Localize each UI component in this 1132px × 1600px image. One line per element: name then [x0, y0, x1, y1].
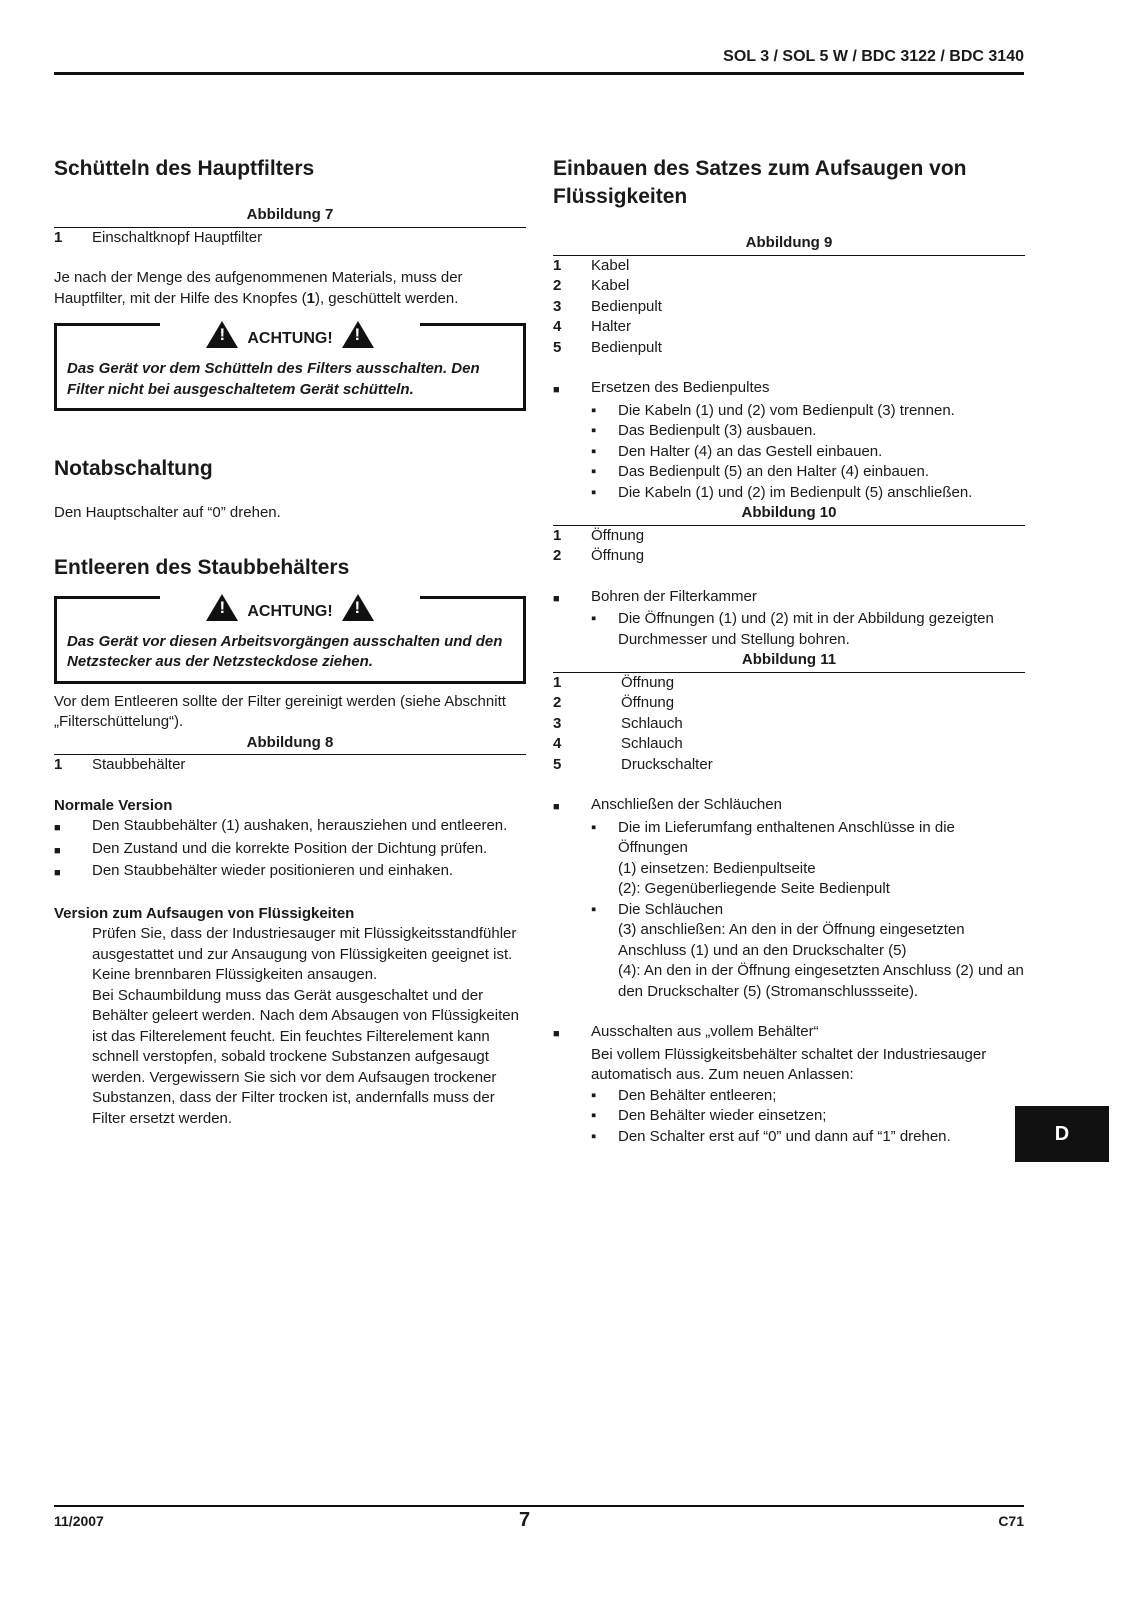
header-title: SOL 3 / SOL 5 W / BDC 3122 / BDC 3140	[723, 48, 1024, 65]
figure-caption-8: Abbildung 8	[54, 733, 526, 756]
warning-label: ACHTUNG!	[247, 330, 333, 347]
section-title-liquid-kit: Einbauen des Satzes zum Aufsaugen von Flüssigkeiten	[553, 157, 967, 208]
warning-text: Das Gerät vor dem Schütteln des Filters ausschalten. Den Filter nicht bei ausgeschaltetem Gerät schütteln.	[67, 360, 480, 398]
list-item: ■ Ausschalten aus „vollem Behälter“	[553, 1023, 819, 1040]
warning-box	[54, 596, 526, 684]
figure-caption-11: Abbildung 11	[553, 650, 1025, 673]
sub-list-item: ▪ Die Kabeln (1) und (2) vom Bedienpult (3) trennen.	[591, 401, 955, 419]
page-number: 7	[519, 1509, 531, 1531]
section-title-filter-shake: Schütteln des Hauptfilters	[54, 157, 315, 180]
figure-caption-7: Abbildung 7	[54, 205, 526, 228]
empty-container-text: Vor dem Entleeren sollte der Filter gereinigt werden (siehe Abschnitt „Filterschüttelung“).	[54, 692, 506, 730]
page-header	[54, 48, 1024, 75]
legend-item: 4 Schlauch	[553, 735, 683, 752]
list-item-text: Bei vollem Flüssigkeitsbehälter schaltet der Industriesauger automatisch aus. Zum neuen Anlassen:	[591, 1045, 987, 1083]
sub-list-item: ▪ Den Behälter wieder einsetzen;	[591, 1107, 827, 1124]
legend-item	[54, 228, 526, 249]
list-item: ■ Den Staubbehälter wieder positionieren und einhaken.	[54, 862, 454, 879]
legend-number: 1	[54, 228, 63, 246]
figure-caption-10: Abbildung 10	[553, 503, 1025, 526]
warning-icon	[206, 594, 238, 621]
right-column	[553, 155, 1025, 1147]
liquid-paragraph: Keine brennbaren Flüssigkeiten ansaugen.	[92, 966, 378, 983]
sub-list-continuation: (2): Gegenüberliegende Seite Bedienpult	[618, 880, 890, 897]
legend-text: Staubbehälter	[92, 756, 186, 773]
warning-icon	[206, 321, 238, 348]
legend-item: 2 Öffnung	[553, 694, 675, 711]
warning-icon	[342, 321, 374, 348]
left-column	[54, 155, 526, 1129]
subsection-title-normal: Normale Version	[54, 796, 173, 814]
page-footer	[54, 1505, 1024, 1547]
legend-item: 5 Bedienpult	[553, 338, 662, 356]
legend-item: 2 Kabel	[553, 277, 630, 294]
list-item: ■ Den Zustand und die korrekte Position der Dichtung prüfen.	[54, 839, 488, 857]
legend-text: Einschaltknopf Hauptfilter	[92, 228, 263, 246]
sub-list-continuation: (1) einsetzen: Bedienpultseite	[618, 859, 816, 877]
list-item: ■ Anschließen der Schläuchen	[553, 796, 782, 813]
sub-list-continuation: (4): An den in der Öffnung eingesetzten Anschluss (2) und an den Druckschalter (5) (Stromanschlussseite).	[618, 962, 1024, 1000]
sub-list-item: ▪ Die Schläuchen	[591, 900, 724, 918]
legend-item: 2 Öffnung	[553, 547, 645, 564]
subsection-title-liquid: Version zum Aufsaugen von Flüssigkeiten	[54, 904, 355, 922]
sub-list-item: ▪ Die im Lieferumfang enthaltenen Anschlüsse in die Öffnungen	[591, 818, 955, 856]
footer-date: 11/2007	[54, 1513, 104, 1529]
list-item: ■ Den Staubbehälter (1) aushaken, herausziehen und entleeren.	[54, 817, 508, 834]
filter-shake-text: Je nach der Menge des aufgenommenen Materials, muss der Hauptfilter, mit der Hilfe des Knopfes (1), geschüttelt werden.	[54, 269, 463, 307]
list-item: ■ Ersetzen des Bedienpultes	[553, 379, 770, 396]
legend-number: 1	[54, 756, 63, 773]
section-title-empty-container: Entleeren des Staubbehälters	[54, 555, 350, 579]
language-tab: D	[1015, 1106, 1109, 1162]
sub-list-item: ▪ Das Bedienpult (5) an den Halter (4) einbauen.	[591, 463, 930, 480]
sub-list-item: ▪ Das Bedienpult (3) ausbauen.	[591, 422, 817, 439]
warning-icon	[342, 594, 374, 621]
sub-list-item: ▪ Den Behälter entleeren;	[591, 1086, 777, 1104]
list-item: ■ Bohren der Filterkammer	[553, 587, 757, 605]
sub-list-item: ▪ Die Kabeln (1) und (2) im Bedienpult (5) anschließen.	[591, 483, 973, 501]
legend-item	[54, 755, 526, 776]
warning-box	[54, 323, 526, 411]
liquid-paragraph: Bei Schaumbildung muss das Gerät ausgeschaltet und der Behälter geleert werden. Nach dem Absaugen von Flüssigkeiten ist das Filterelement feucht. Ein feuchtes Filterelement kann schnell verstopfen, sobald trockene Substanzen aufgesaugt werden. Vergewissern Sie sich vor dem Aufsaugen trockener Substanzen, dass der Filter trocken ist, andernfalls muss der Filter ersetzt werden.	[92, 986, 519, 1127]
warning-label: ACHTUNG!	[247, 602, 333, 620]
sub-list-item: ▪ Den Schalter erst auf “0” und dann auf “1” drehen.	[591, 1127, 951, 1145]
legend-item: 1 Öffnung	[553, 673, 675, 691]
liquid-paragraph: Prüfen Sie, dass der Industriesauger mit Flüssigkeitsstandfühler ausgestattet und zur Ansaugung von Flüssigkeiten geeignet ist.	[92, 925, 517, 963]
legend-item: 1 Öffnung	[553, 526, 645, 544]
sub-list-item: ▪ Die Öffnungen (1) und (2) mit in der Abbildung gezeigten Durchmesser und Stellung bohren.	[591, 610, 994, 648]
legend-item: 1 Kabel	[553, 256, 630, 274]
sub-list-item: ▪ Den Halter (4) an das Gestell einbauen.	[591, 442, 883, 460]
figure-caption-9: Abbildung 9	[553, 233, 1025, 256]
legend-item: 4 Halter	[553, 318, 632, 335]
emergency-stop-text: Den Hauptschalter auf “0” drehen.	[54, 504, 281, 521]
section-title-emergency-stop: Notabschaltung	[54, 457, 213, 480]
sub-list-continuation: (3) anschließen: An den in der Öffnung eingesetzten Anschluss (1) und an den Druckschalter (5)	[618, 921, 965, 959]
legend-item: 3 Bedienpult	[553, 297, 662, 315]
legend-item: 5 Druckschalter	[553, 755, 713, 773]
footer-code: C71	[998, 1513, 1024, 1529]
warning-text: Das Gerät vor diesen Arbeitsvorgängen ausschalten und den Netzstecker aus der Netzsteckdose ziehen.	[67, 632, 503, 670]
legend-item: 3 Schlauch	[553, 714, 683, 732]
